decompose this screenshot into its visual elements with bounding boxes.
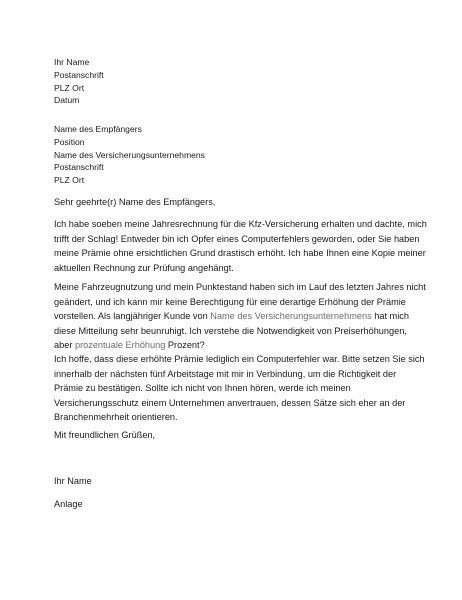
company-placeholder[interactable]: Name des Versicherungsunternehmens [210,311,372,321]
paragraph-1-line: trifft der Schlag! Entweder bin ich Opfer eines Computerfehlers geworden, oder Sie haben [54,233,420,244]
sender-city: PLZ Ort [54,82,85,93]
recipient-block [54,123,414,187]
paragraph-3-line: Prämie zu bestätigen. Sollte ich nicht von Ihnen hören, werde ich meinen [54,383,351,393]
recipient-company: Name des Versicherungsunternehmens [54,149,205,160]
paragraph-2-line [54,338,414,353]
paragraph-3-line: Ich hoffe, dass diese erhöhte Prämie lediglich ein Computerfehler war. Bitte setzen Sie sich [54,354,425,364]
paragraph-2-text: aber [54,340,75,350]
recipient-name: Name des Empfängers [54,124,142,134]
paragraph-3 [54,352,425,425]
paragraph-1-line: aktuellen Rechnung zur Prüfung angehängt. [54,262,234,273]
recipient-city: PLZ Ort [54,175,85,186]
paragraph-2-line: geändert, und ich kann mir keine Berechtigung für eine derartige Erhöhung der Prämie [54,296,406,307]
salutation-text: Sehr geehrte(r) Name des Empfängers, [54,197,216,207]
sender-address: Postanschrift [54,69,104,80]
salutation [54,195,414,210]
paragraph-2 [54,280,426,353]
paragraph-2-line: Meine Fahrzeugnutzung und mein Punktestand haben sich im Lauf des letzten Jahres nicht [54,282,426,292]
closing-text: Mit freundlichen Grüßen, [54,430,156,440]
paragraph-3-line: innerhalb der nächsten fünf Arbeitstage mit mir in Verbindung, um die Richtigkeit der [54,368,397,379]
paragraph-3-line: Branchenmehrheit orientieren. [54,412,178,422]
enclosure-text: Anlage [54,499,83,509]
recipient-address: Postanschrift [54,162,104,173]
paragraph-1 [54,217,427,275]
paragraph-2-text: vorstellen. Als langjähriger Kunde von [54,311,211,321]
paragraph-2-line: diese Mitteilung sehr beunruhigt. Ich verstehe die Notwendigkeit von Preiserhöhungen, [54,325,407,336]
recipient-position: Position [54,136,85,147]
paragraph-3-line: Versicherungsschutz einem Unternehmen anvertrauen, dessen Sätze sich eher an der [54,397,406,408]
percentage-placeholder[interactable]: prozentuale Erhöhung [74,340,166,350]
paragraph-2-text: hat mich [371,311,409,321]
letter-date: Datum [54,95,80,106]
closing [54,428,414,443]
paragraph-1-line: Ich habe soeben meine Jahresrechnung für die Kfz-Versicherung erhalten und dachte, mich [54,219,427,229]
sender-block [54,56,414,107]
signature-name: Ihr Name [54,476,92,486]
paragraph-2-line [54,309,414,324]
paragraph-1-line: meine Prämie ohne ersichtlichen Grund drastisch erhöht. Ich habe Ihnen eine Kopie meiner [54,248,426,258]
sender-name: Ihr Name [54,57,90,67]
paragraph-2-text: Prozent? [165,340,205,350]
enclosure [54,497,414,512]
signature [54,474,414,489]
